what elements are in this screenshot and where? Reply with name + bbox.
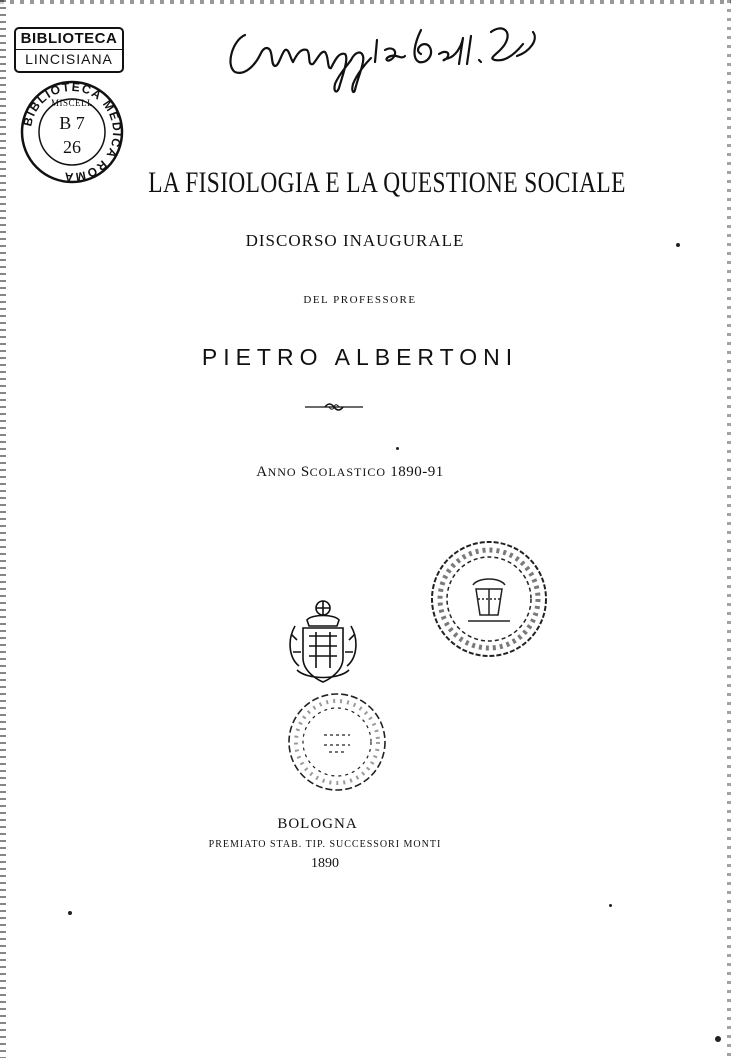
ornamental-divider — [305, 403, 363, 411]
scan-edge-left — [0, 0, 6, 1058]
shelf-mark-collection: MISCELL — [50, 98, 93, 108]
scan-speck — [715, 1036, 721, 1042]
shelf-mark-number: 26 — [63, 137, 81, 157]
academic-year-word1: NNO — [267, 465, 297, 479]
author-name: PIETRO ALBERTONI — [201, 344, 519, 370]
academic-year-value: 1890-91 — [390, 464, 444, 480]
scan-speck — [68, 911, 72, 915]
scan-speck — [676, 243, 680, 247]
academic-year-initial-s: S — [300, 464, 310, 480]
document-subtitle: DISCORSO INAUGURALE — [245, 231, 465, 250]
library-stamp-right — [428, 537, 550, 661]
round-stamp-ring-text: BIBLIOTECA MEDICA ROMA — [20, 79, 125, 185]
scan-edge-top — [0, 0, 731, 4]
scan-speck — [609, 904, 612, 907]
scan-speck — [396, 447, 399, 450]
library-stamp-lower — [284, 690, 390, 794]
library-label — [14, 27, 124, 73]
library-label-line2: LINCISIANA — [16, 49, 122, 68]
academic-year-word2: COLASTICO — [309, 465, 387, 479]
scan-edge-right — [727, 0, 731, 1058]
library-label-line1: BIBLIOTECA — [20, 30, 118, 47]
academic-year-initial-a: A — [256, 464, 268, 480]
imprint-city: BOLOGNA — [277, 816, 358, 832]
imprint-year: 1890 — [311, 856, 339, 871]
academic-year — [40, 464, 660, 481]
handwritten-dedication — [215, 10, 545, 95]
document-title: LA FISIOLOGIA E LA QUESTIONE SOCIALE — [148, 166, 626, 199]
author-preposition: DEL PROFESSORE — [303, 294, 417, 306]
coat-of-arms-emblem — [283, 596, 363, 692]
imprint-printer: PREMIATO STAB. TIP. SUCCESSORI MONTI — [208, 839, 442, 850]
shelf-mark-row: B 7 — [59, 113, 85, 133]
